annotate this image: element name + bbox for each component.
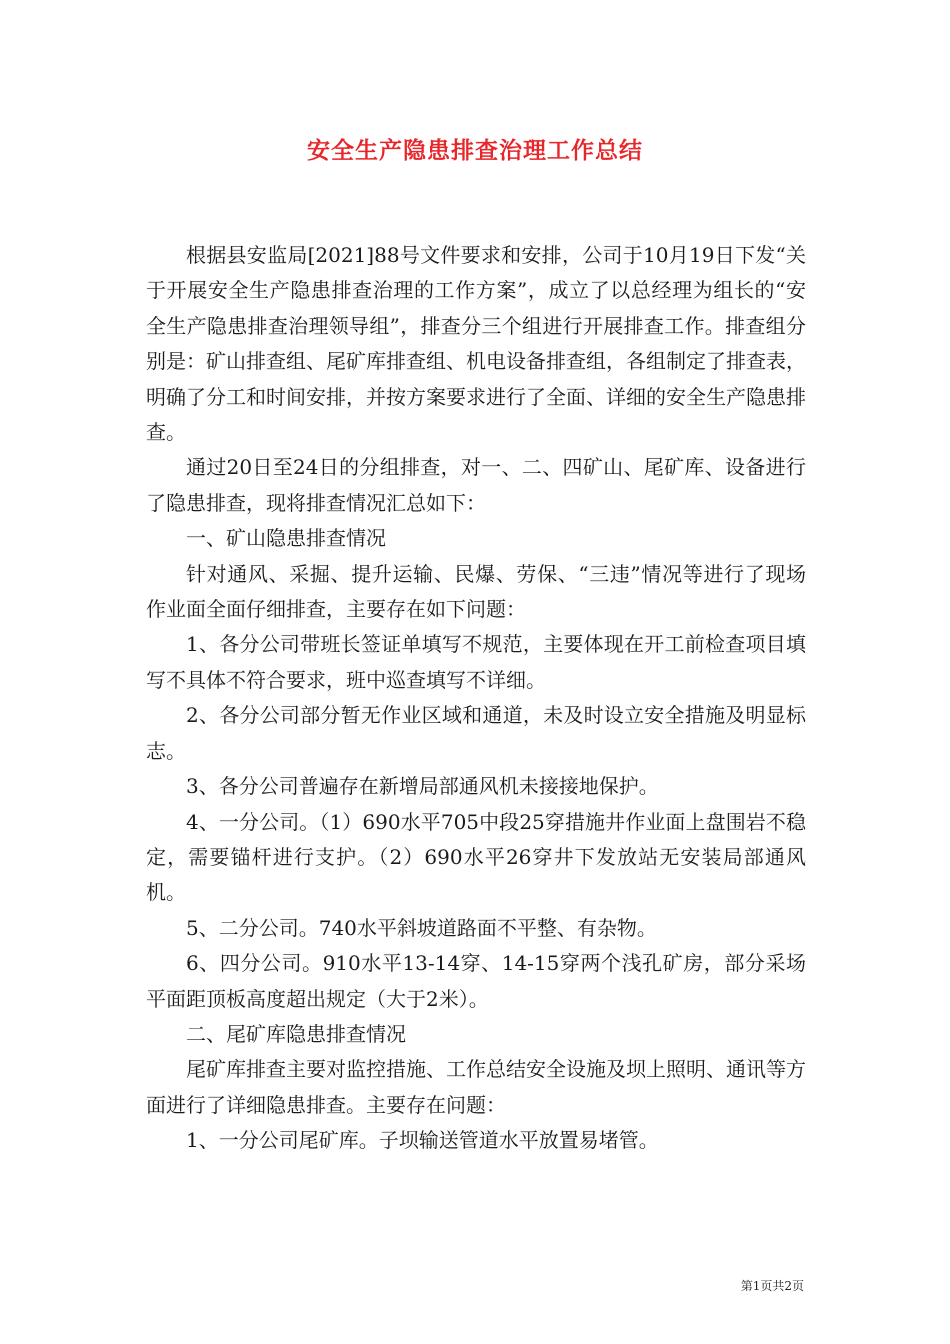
list-item: 1、各分公司带班长签证单填写不规范，主要体现在开工前检查项目填写不具体不符合要求，班中巡查填写不详细。	[146, 632, 806, 692]
list-item: 1、一分公司尾矿库。子坝输送管道水平放置易堵管。	[186, 1128, 659, 1153]
paragraph: 尾矿库排查主要对监控措施、工作总结安全设施及坝上照明、通讯等方面进行了详细隐患排查。主要存在问题：	[146, 1057, 806, 1117]
list-item: 4、一分公司。（1）690水平705中段25穿措施井作业面上盘围岩不稳定，需要锚杆进行支护。（2）690水平26穿井下发放站无安装局部通风机。	[146, 809, 806, 905]
list-item: 5、二分公司。740水平斜坡道路面不平整、有杂物。	[186, 915, 657, 940]
list-item: 3、各分公司普遍存在新增局部通风机未接接地保护。	[186, 774, 659, 799]
page-number: 第1页共2页	[740, 1279, 804, 1293]
list-item: 6、四分公司。910水平13-14穿、14-15穿两个浅孔矿房，部分采场平面距顶板高度超出规定（大于2米）。	[146, 951, 806, 1011]
paragraph-summary: 通过20日至24日的分组排查，对一、二、四矿山、尾矿库、设备进行了隐患排查，现将排查情况汇总如下：	[146, 455, 806, 515]
document-body	[146, 238, 806, 1159]
section-heading-mine: 一、矿山隐患排查情况	[186, 526, 386, 551]
section-heading-tailings: 二、尾矿库隐患排查情况	[186, 1021, 406, 1046]
paragraph: 针对通风、采掘、提升运输、民爆、劳保、“三违”情况等进行了现场作业面全面仔细排查，主要存在如下问题：	[146, 561, 806, 622]
list-item: 2、各分公司部分暂无作业区域和通道，未及时设立安全措施及明显标志。	[146, 703, 806, 763]
document-title: 安全生产隐患排查治理工作总结	[307, 138, 643, 164]
paragraph-intro: 根据县安监局[2021]88号文件要求和安排，公司于10月19日下发“关于开展安全生产隐患排查治理的工作方案”，成立了以总经理为组长的“安全生产隐患排查治理领导组”，排查分三个组进行开展排查工作。排查组分别是：矿山排查组、尾矿库排查组、机电设备排查组，各组制定了排查表，明确了分工和时间安排，并按方案要求进行了全面、详细的安全生产隐患排查。	[146, 243, 806, 445]
